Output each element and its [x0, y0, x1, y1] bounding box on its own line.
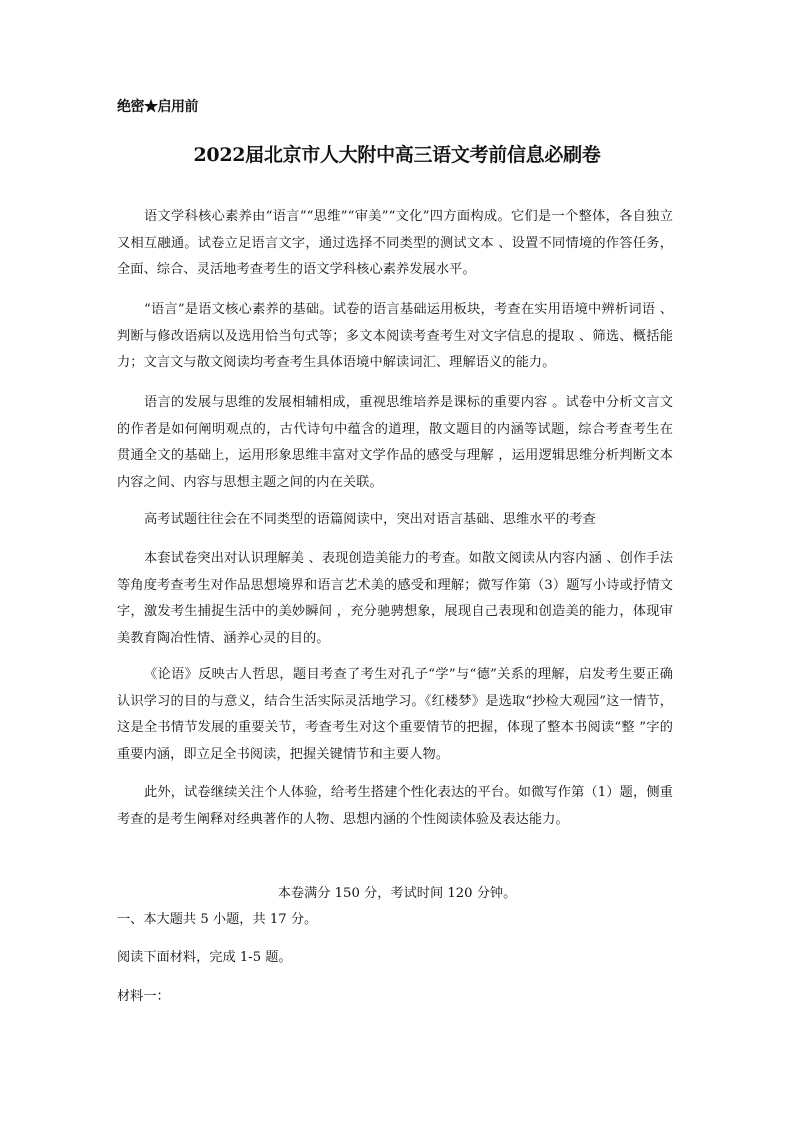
paragraph-core-literacy: 语文学科核心素养由“语言”“思维”“审美”“文化”四方面构成。它们是一个整体，各自独立又相互融通。试卷立足语言文字，通过选择不同类型的测试文本 、设置不同情境的作答任务，全面、综合、灵活地考查考生的语文学科核心素养发展水平。: [117, 209, 673, 277]
reading-instruction: 阅读下面材料，完成 1-5 题。: [117, 950, 292, 965]
page-title: 2022届北京市人大附中高三语文考前信息必刷卷: [193, 144, 601, 166]
confidential-mark: 绝密★启用前: [117, 99, 198, 115]
section-heading: 一、本大题共 5 小题，共 17 分。: [117, 912, 318, 927]
paragraph-aesthetics: 本套试卷突出对认识理解美 、表现创造美能力的考查。如散文阅读从内容内涵 、创作手法等角度考查考生对作品思想境界和语言艺术美的感受和理解；微写作第（3）题写小诗或抒情文字，激发考生捕捉生活中的美妙瞬间 ，充分驰骋想象，展现自己表现和创造美的能力，体现审美教育陶冶性情、涵养心灵的目的。: [117, 551, 673, 646]
exam-score-note: 本卷满分 150 分，考试时间 120 分钟。: [277, 886, 517, 901]
paragraph-language: “语言”是语文核心素养的基础。试卷的语言基础运用板块，考查在实用语境中辨析词语 、判断与修改语病以及选用恰当句式等；多文本阅读考查考生对文字信息的提取 、筛选、概括能力；文言文与散文阅读均考查考生具体语境中解读词汇、理解语义的能力。: [117, 302, 673, 370]
material-label: 材料一：: [117, 989, 170, 1004]
paragraph-thinking: 语言的发展与思维的发展相辅相成，重视思维培养是课标的重要内容 。试卷中分析文言文的作者是如何阐明观点的，古代诗句中蕴含的道理，散文题目的内涵等试题，综合考查考生在贯通全文的基础上，运用形象思维丰富对文学作品的感受与理解 ，运用逻辑思维分析判断文本内容之间、内容与思想主题之间的内在关联。: [117, 395, 673, 490]
paragraph-personal-experience: 此外，试卷继续关注个人体验，给考生搭建个性化表达的平台。如微写作第（1）题，侧重考查的是考生阐释对经典著作的人物、思想内涵的个性阅读体验及表达能力。: [117, 785, 673, 827]
paragraph-reading-emphasis: 高考试题往往会在不同类型的语篇阅读中，突出对语言基础、思维水平的考查: [144, 512, 596, 527]
paragraph-culture: 《论语》反映古人哲思，题目考查了考生对孔子“学”与“德”关系的理解，启发考生要正确认识学习的目的与意义，结合生活实际灵活地学习。《红楼梦》是选取“抄检大观园”这一情节，这是全书情节发展的重要关节，考查考生对这个重要情节的把握，体现了整本书阅读“整 ”字的重要内涵，即立足全书阅读，把握关键情节和主要人物。: [117, 667, 673, 762]
